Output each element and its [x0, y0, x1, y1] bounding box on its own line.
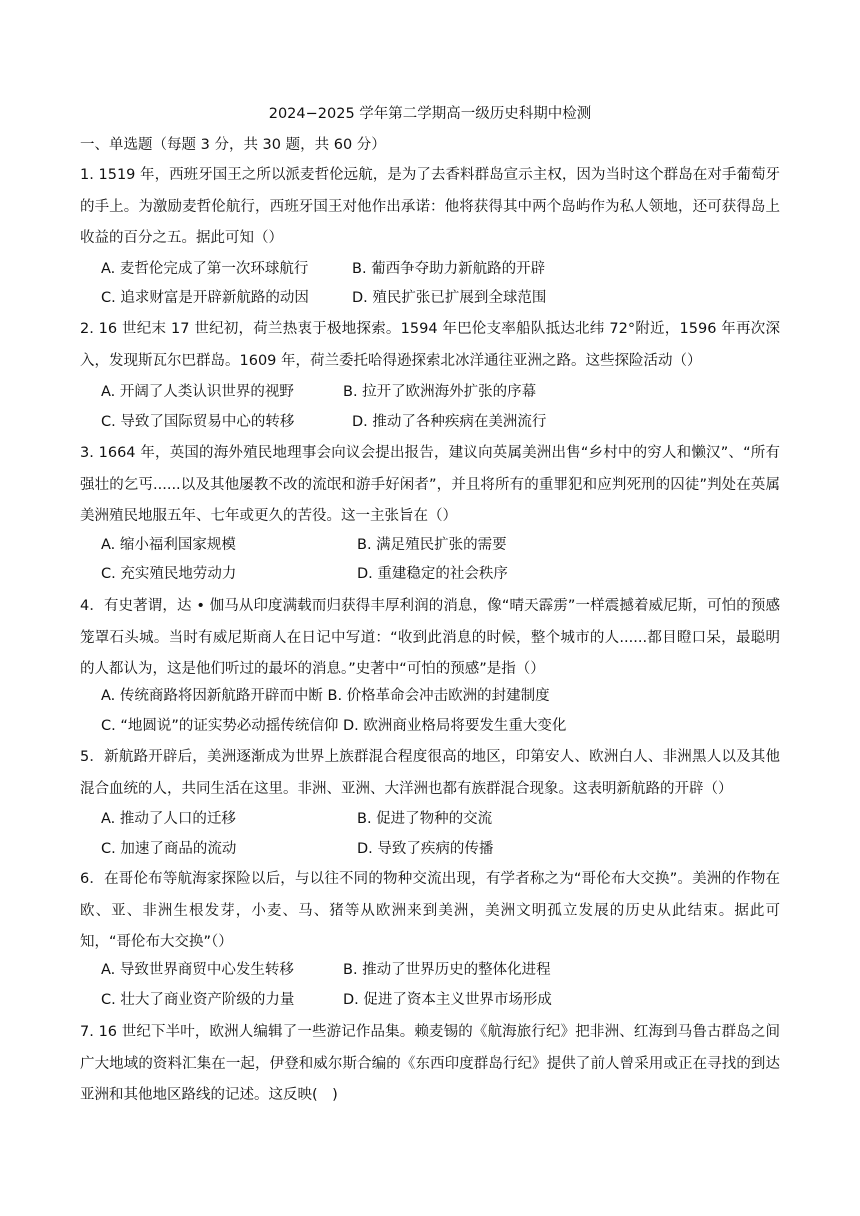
question-6-option-c: C. 壮大了商业资产阶级的力量 [101, 992, 295, 1008]
question-1-option-c: C. 追求财富是开辟新航路的动因 [101, 290, 309, 306]
question-2-option-b: B. 拉开了欧洲海外扩张的序幕 [343, 384, 537, 400]
question-1-option-a: A. 麦哲伦完成了第一次环球航行 [101, 261, 309, 277]
question-2-option-d: D. 推动了各种疾病在美洲流行 [352, 414, 547, 430]
question-5-option-a: A. 推动了人口的迁移 [101, 811, 236, 827]
exam-title: 2024−2025 学年第二学期高一级历史科期中检测 [268, 106, 592, 122]
question-2-option-c: C. 导致了国际贸易中心的转移 [101, 414, 295, 430]
question-2-option-a: A. 开阔了人类认识世界的视野 [101, 384, 294, 400]
question-3-option-c: C. 充实殖民地劳动力 [101, 566, 237, 582]
question-6-stem: 6．在哥伦布等航海家探险以后，与以往不同的物种交流出现，有学者称之为“哥伦布大交换”。美洲的作物在欧、亚、非洲生根发芽，小麦、马、猪等从欧洲来到美洲，美洲文明孤立发展的历史从此结束。据此可知，“哥伦布大交换”（） [80, 871, 780, 950]
section-heading: 一、单选题（每题 3 分，共 30 题，共 60 分） [80, 137, 386, 153]
question-3-option-d: D. 重建稳定的社会秩序 [357, 566, 508, 582]
question-2-stem: 2. 16 世纪末 17 世纪初，荷兰热衷于极地探索。1594 年巴伦支率船队抵达北纬 72°附近，1596 年再次深入，发现斯瓦尔巴群岛。1609 年，荷兰委托哈得逊探索北冰洋通往亚洲之路。这些探险活动（） [80, 321, 780, 369]
question-3-option-b: B. 满足殖民扩张的需要 [357, 537, 507, 553]
question-7-stem: 7. 16 世纪下半叶，欧洲人编辑了一些游记作品集。赖麦锡的《航海旅行纪》把非洲、红海到马鲁古群岛之间广大地域的资料汇集在一起，伊登和威尔斯合编的《东西印度群岛行纪》提供了前人曾采用或正在寻找的到达亚洲和其他地区路线的记述。这反映( ) [80, 1024, 780, 1103]
question-4-option-cd: C. “地圆说”的证实势必动摇传统信仰 D. 欧洲商业格局将要发生重大变化 [101, 718, 567, 734]
question-5-option-d: D. 导致了疾病的传播 [357, 841, 494, 857]
question-1-option-b: B. 葡西争夺助力新航路的开辟 [352, 261, 546, 277]
question-6-option-d: D. 促进了资本主义世界市场形成 [343, 992, 552, 1008]
question-5-option-c: C. 加速了商品的流动 [101, 841, 237, 857]
question-1-option-d: D. 殖民扩张已扩展到全球范围 [352, 290, 547, 306]
question-1-stem: 1. 1519 年，西班牙国王之所以派麦哲伦远航，是为了去香料群岛宣示主权，因为当时这个群岛在对手葡萄牙的手上。为激励麦哲伦航行，西班牙国王对他作出承诺：他将获得其中两个岛屿作为私人领地，还可获得岛上收益的百分之五。据此可知（） [80, 167, 780, 246]
question-3-stem: 3. 1664 年，英国的海外殖民地理事会向议会提出报告，建议向英属美洲出售“乡村中的穷人和懒汉”、“所有强壮的乞丐......以及其他屡教不改的流氓和游手好闲者”，并且将所有的重罪犯和应判死刑的囚徒”判处在英属美洲殖民地服五年、七年或更久的苦役。这一主张旨在（） [80, 445, 780, 524]
question-6-option-b: B. 推动了世界历史的整体化进程 [343, 962, 551, 978]
question-3-option-a: A. 缩小福利国家规模 [101, 537, 236, 553]
question-4-stem: 4．有史著谓，达 • 伽马从印度满载而归获得丰厚利润的消息，像“晴天霹雳”一样震撼着威尼斯，可怕的预感笼罩石头城。当时有威尼斯商人在日记中写道：“收到此消息的时候，整个城市的人......都目瞪口呆，最聪明的人都认为，这是他们听过的最坏的消息。”史著中“可怕的预感”是指（） [80, 598, 780, 677]
question-4-option-ab: A. 传统商路将因新航路开辟而中断 B. 价格革命会冲击欧洲的封建制度 [101, 688, 550, 704]
question-5-stem: 5．新航路开辟后，美洲逐渐成为世界上族群混合程度很高的地区，印第安人、欧洲白人、非洲黑人以及其他混合血统的人，共同生活在这里。非洲、亚洲、大洋洲也都有族群混合现象。这表明新航路的开辟（） [80, 749, 780, 797]
question-6-option-a: A. 导致世界商贸中心发生转移 [101, 962, 294, 978]
question-5-option-b: B. 促进了物种的交流 [357, 811, 493, 827]
